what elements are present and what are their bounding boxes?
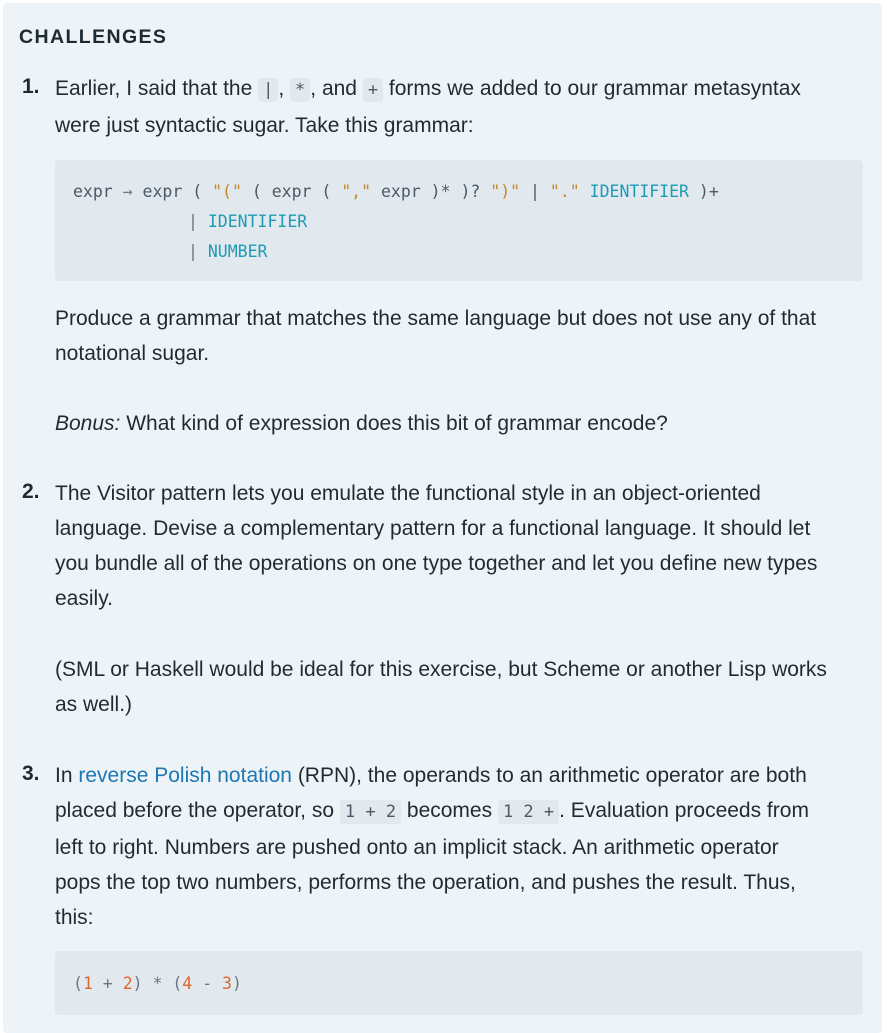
text-fragment: becomes [401,799,498,822]
text-fragment: pops the top two numbers, performs the operation, and pushes the result. Thus, [55,871,796,894]
item-1-bonus [55,406,865,441]
example-line [73,969,242,999]
string-token: "." [549,182,580,201]
rpn-link[interactable]: reverse Polish notation [78,764,292,787]
inline-code-postfix: 1 2 + [498,800,559,824]
arrow-token: → [122,182,133,201]
item-3-text [55,758,865,935]
text-fragment: , [278,77,291,100]
string-token: "(" [212,182,242,201]
grammar-line-2 [188,207,307,237]
item-number-1: 1. [22,75,40,98]
text-fragment: were just syntactic sugar. Take this grammar: [55,114,474,137]
item-1-intro [55,71,865,143]
code-token: + [92,974,123,993]
bar-token: | [188,212,198,231]
text-fragment: easily. [55,587,113,610]
code-token: expr )* )? [371,182,491,201]
grammar-line-1 [73,177,719,207]
identifier-token: NUMBER [207,242,268,261]
text-fragment: Earlier, I said that the [55,77,259,100]
text-fragment: (SML or Haskell would be ideal for this exercise, but Scheme or another Lisp works [55,658,827,681]
bar-token: | [188,242,198,261]
code-token: expr ( [132,182,213,201]
code-token: )+ [689,182,719,201]
inline-code-star: * [290,78,310,102]
section-heading: CHALLENGES [19,26,168,48]
number-token: 1 [82,974,93,993]
item-number-2: 2. [22,480,40,503]
code-token: ) [231,974,242,993]
text-fragment: In [55,764,79,787]
text-fragment: left to right. Numbers are pushed onto an implicit stack. An arithmetic operator [55,836,779,859]
inline-code-plus: + [363,78,383,102]
number-token: 2 [122,974,133,993]
grammar-line-3 [188,237,267,267]
text-fragment: Produce a grammar that matches the same language but does not use any of that [55,307,817,330]
identifier-token: IDENTIFIER [589,182,689,201]
item-2-note [55,652,865,722]
text-fragment: you bundle all of the operations on one type together and let you define new types [55,552,818,575]
item-number-3: 3. [22,762,40,785]
text-fragment: (RPN), the operands to an arithmetic operator are both [291,764,807,787]
text-fragment: What kind of expression does this bit of grammar encode? [120,412,668,435]
text-fragment: . Evaluation proceeds from [559,799,809,822]
text-fragment: The Visitor pattern lets you emulate the functional style in an object-oriented [55,482,761,505]
code-token [580,182,590,201]
rpn-example-code-block [55,951,863,1015]
code-token: ( expr ( [241,182,342,201]
item-2-text [55,476,865,616]
string-token: "," [341,182,372,201]
text-fragment: forms we added to our grammar metasyntax [383,77,801,100]
code-token: | [520,182,550,201]
text-fragment: as well.) [55,693,133,716]
code-token: ) * ( [132,974,183,993]
text-fragment: , and [310,77,363,100]
string-token: ")" [490,182,521,201]
text-fragment: language. Devise a complementary pattern for a functional language. It should let [55,517,811,540]
inline-code-infix: 1 + 2 [340,800,401,824]
code-token: - [192,974,223,993]
code-token: expr [73,182,123,201]
grammar-code-block [55,160,863,281]
identifier-token: IDENTIFIER [207,212,308,231]
number-token: 4 [182,974,193,993]
text-fragment: notational sugar. [55,342,210,365]
inline-code-pipe: | [258,78,278,102]
text-fragment: placed before the operator, so [55,799,340,822]
number-token: 3 [222,974,232,993]
text-fragment: this: [55,906,94,929]
item-1-produce [55,301,865,371]
bonus-label: Bonus: [55,412,121,435]
code-token: ( [73,974,83,993]
